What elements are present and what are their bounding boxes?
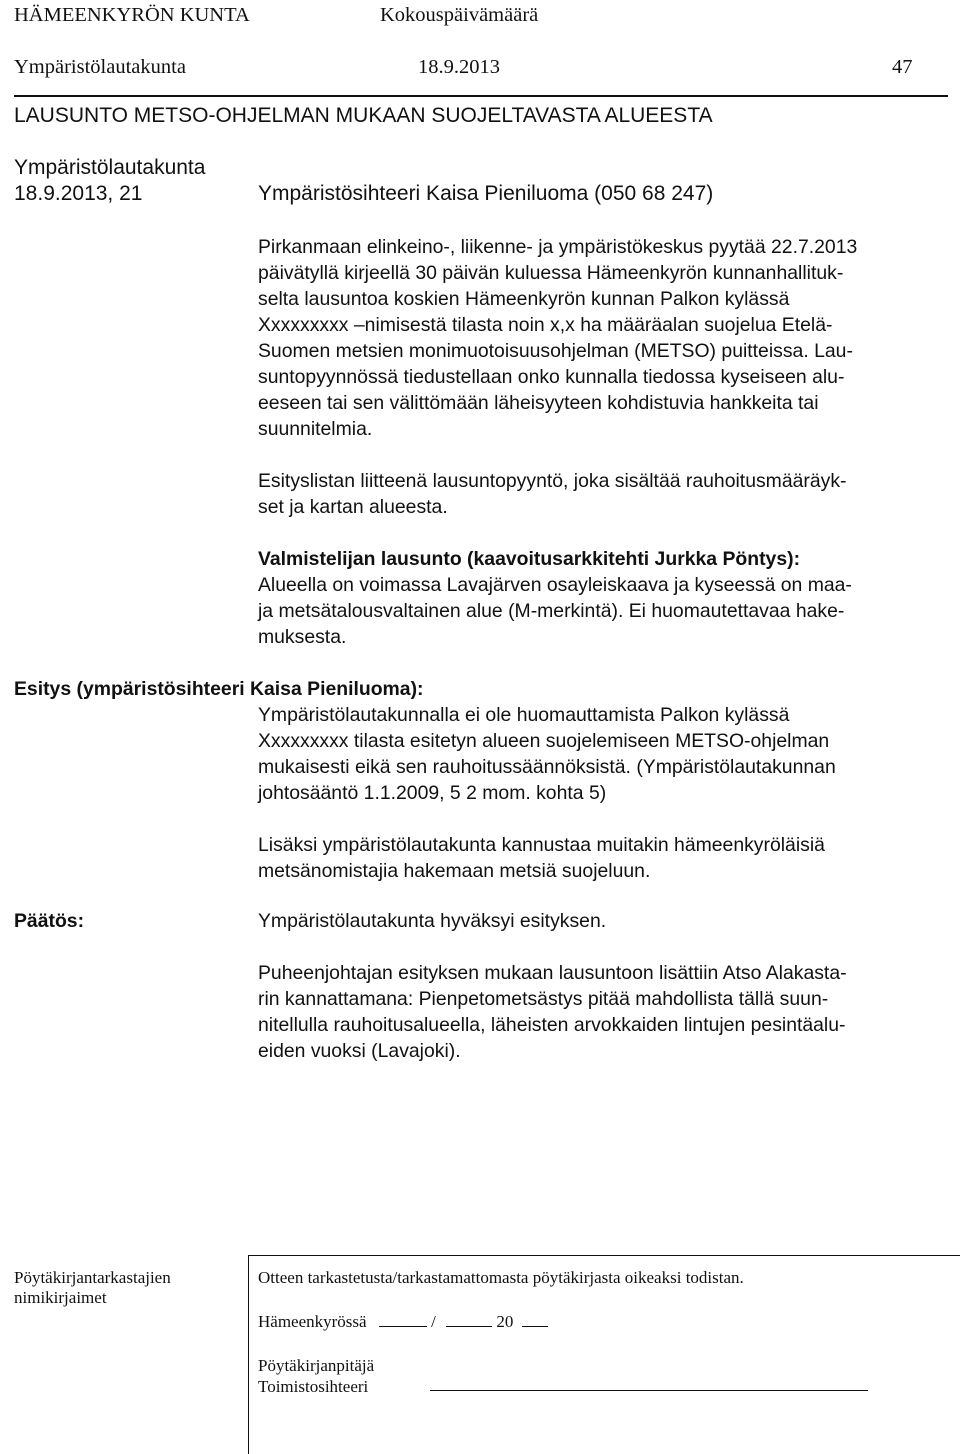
reference-item: 18.9.2013, 21 — [14, 182, 143, 205]
text-line: Lisäksi ympäristölautakunta kannustaa muitakin hämeenkyröläisiä — [258, 834, 825, 856]
text-line: päivätyllä kirjeellä 30 päivän kuluessa Hämeenkyrön kunnanhallituk- — [258, 262, 844, 284]
place-name: Hämeenkyrössä — [258, 1312, 367, 1331]
header-body: Ympäristölautakunta — [14, 56, 186, 78]
text-line: Puheenjohtajan esityksen mukaan lausuntoon lisättiin Atso Alakasta- — [258, 962, 847, 984]
footer-initials-label-line1: Pöytäkirjantarkastajien — [14, 1268, 171, 1287]
text-line: metsänomistajia hakemaan metsiä suojeluun. — [258, 860, 651, 882]
proposal-paragraph — [258, 702, 836, 806]
encouragement-paragraph — [258, 832, 825, 884]
year-prefix: 20 — [496, 1312, 514, 1331]
text-line: muksesta. — [258, 626, 347, 648]
place-date-line — [258, 1310, 548, 1332]
text-line: ja metsätalousvaltainen alue (M-merkintä). Ei huomautettavaa hake- — [258, 600, 845, 622]
day-blank — [379, 1310, 427, 1327]
request-paragraph — [258, 234, 857, 442]
text-line: nitellulla rauhoitusalueella, läheisten arvokkaiden lintujen pesintäalu- — [258, 1014, 846, 1036]
text-line: set ja kartan alueesta. — [258, 496, 448, 518]
text-line: johtosääntö 1.1.2009, 5 2 mom. kohta 5) — [258, 782, 607, 804]
header-divider — [14, 95, 948, 97]
text-line: Xxxxxxxxx –nimisestä tilasta noin x,x ha määräalan suojelua Etelä- — [258, 314, 833, 336]
certification-statement: Otteen tarkastetusta/tarkastamattomasta pöytäkirjasta oikeaksi todistan. — [258, 1268, 744, 1287]
text-line: Alueella on voimassa Lavajärven osayleiskaava ja kyseessä on maa- — [258, 574, 852, 596]
text-line: Xxxxxxxxx tilasta esitetyn alueen suojelemiseen METSO-ohjelman — [258, 730, 830, 752]
reference-preparer: Ympäristösihteeri Kaisa Pieniluoma (050 68 247) — [258, 182, 714, 205]
footer-initials-label-line2: nimikirjaimet — [14, 1288, 107, 1307]
text-line: suntopyynnössä tiedustellaan onko kunnalla tiedossa kyseiseen alu- — [258, 366, 845, 388]
text-line: selta lausuntoa koskien Hämeenkyrön kunnan Palkon kylässä — [258, 288, 790, 310]
preparer-statement-heading: Valmistelijan lausunto (kaavoitusarkkitehti Jurkka Pöntys): — [258, 548, 801, 570]
signature-line — [430, 1390, 868, 1391]
decision-text: Ympäristölautakunta hyväksyi esityksen. — [258, 910, 607, 932]
keeper-title: Toimistosihteeri — [258, 1377, 369, 1396]
page-title: LAUSUNTO METSO-OHJELMAN MUKAAN SUOJELTAVASTA ALUEESTA — [14, 104, 713, 127]
text-line: eeseen tai sen välittömään läheisyyteen kohdistuvia hankkeita tai — [258, 392, 819, 414]
page-number: 47 — [892, 56, 913, 78]
preparer-statement — [258, 546, 852, 650]
keeper-label: Pöytäkirjanpitäjä — [258, 1356, 375, 1375]
text-line: eiden vuoksi (Lavajoki). — [258, 1040, 461, 1062]
proposal-heading: Esitys (ympäristösihteeri Kaisa Pieniluoma): — [14, 678, 424, 700]
text-line: suunnitelmia. — [258, 418, 373, 440]
text-line: mukaisesti eikä sen rauhoitussäännöksistä. (Ympäristölautakunnan — [258, 756, 836, 778]
month-blank — [446, 1310, 492, 1327]
document-type: Kokouspäivämäärä — [380, 4, 539, 26]
text-line: Ympäristölautakunnalla ei ole huomauttamista Palkon kylässä — [258, 704, 790, 726]
text-line: Esityslistan liitteenä lausuntopyyntö, joka sisältää rauhoitusmääräyk- — [258, 470, 847, 492]
organization-name: HÄMEENKYRÖN KUNTA — [14, 4, 250, 26]
header-date: 18.9.2013 — [418, 56, 500, 78]
year-blank — [522, 1310, 548, 1327]
date-separator: / — [431, 1312, 436, 1331]
decision-addendum — [258, 960, 847, 1064]
text-line: Pirkanmaan elinkeino-, liikenne- ja ympäristökeskus pyytää 22.7.2013 — [258, 236, 858, 258]
attachment-paragraph — [258, 468, 846, 520]
decision-label: Päätös: — [14, 910, 85, 932]
text-line: Suomen metsien monimuotoisuusohjelman (METSO) puitteissa. Lau- — [258, 340, 853, 362]
reference-body: Ympäristölautakunta — [14, 156, 206, 179]
text-line: rin kannattamana: Pienpetometsästys pitää mahdollista tällä suun- — [258, 988, 829, 1010]
